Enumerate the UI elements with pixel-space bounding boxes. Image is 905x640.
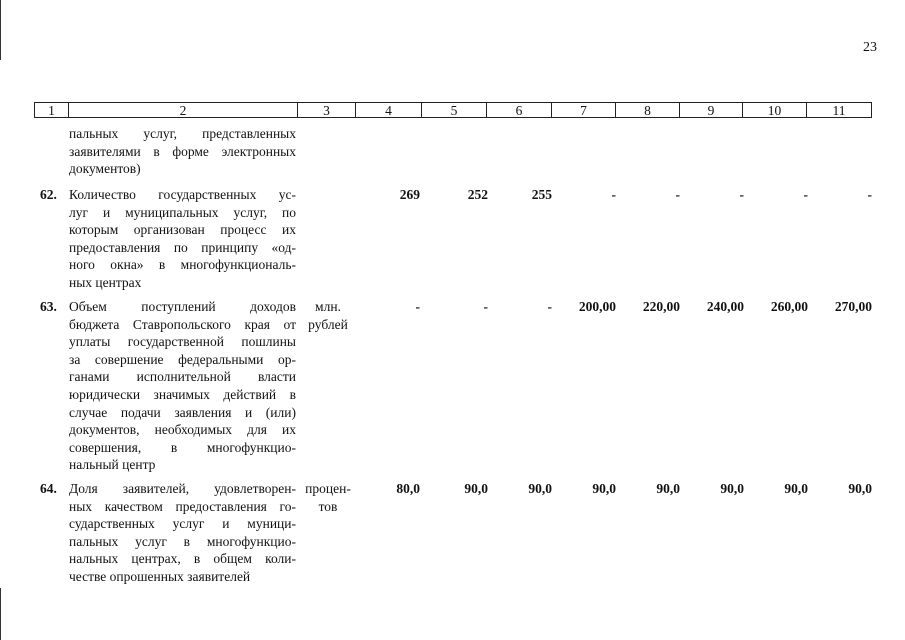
unit-line: процен- [305, 481, 351, 496]
unit-line: млн. [315, 299, 341, 314]
table-header-row [34, 102, 872, 118]
name-line: нальных центрах, в общем коли- [69, 551, 296, 567]
left-margin-rule [0, 588, 1, 640]
name-line: честве опрошенных заявителей [69, 568, 251, 584]
header-cell: 3 [297, 102, 355, 118]
header-cell: 10 [742, 102, 806, 118]
indicator-name [69, 125, 296, 178]
header-cell: 7 [551, 102, 615, 118]
value-cell: - [611, 187, 616, 202]
value-cell: 90,0 [720, 481, 744, 496]
value-cell: - [867, 187, 872, 202]
value-cell: 252 [467, 187, 488, 202]
name-line: которым организован процесс их [69, 222, 296, 238]
name-line: предоставления по принципу «од- [69, 239, 296, 255]
value-cell: - [739, 187, 744, 202]
value-cell: - [675, 187, 680, 202]
name-line: за совершение федеральными ор- [69, 351, 296, 367]
row-number: 62. [40, 187, 57, 202]
name-line: случае подачи заявления и (или) [69, 404, 296, 420]
name-line: юридически значимых действий в [69, 386, 296, 402]
name-line: Объем поступлений доходов [69, 299, 296, 314]
value-cell: 90,0 [528, 481, 552, 496]
name-line: пальных услуг в многофункцио- [69, 533, 296, 549]
value-cell: 90,0 [784, 481, 808, 496]
value-cell: 255 [531, 187, 552, 202]
name-line: ного окна» в многофункциональ- [69, 257, 296, 273]
indicator-name [69, 480, 296, 586]
header-cell: 5 [421, 102, 486, 118]
row-number: 64. [40, 481, 57, 496]
name-line: ганами исполнительной власти [69, 369, 296, 385]
value-cell: 270,00 [834, 299, 872, 314]
value-cell: 260,00 [770, 299, 808, 314]
unit-cell [300, 298, 356, 333]
value-cell: 269 [399, 187, 420, 202]
value-cell: 220,00 [642, 299, 680, 314]
value-cell: 90,0 [656, 481, 680, 496]
value-cell: - [415, 299, 420, 314]
name-line: пальных услуг, представленных [69, 126, 296, 141]
name-line: бюджета Ставропольского края от [69, 316, 296, 332]
header-cell: 2 [68, 102, 297, 118]
header-cell: 1 [34, 102, 68, 118]
left-margin-rule [0, 0, 1, 60]
value-cell: 90,0 [848, 481, 872, 496]
name-line: луг и муниципальных услуг, по [69, 204, 296, 220]
page-number: 23 [863, 40, 877, 55]
value-cell: 200,00 [578, 299, 616, 314]
value-cell: 240,00 [706, 299, 744, 314]
indicator-name [69, 298, 296, 474]
value-cell: - [483, 299, 488, 314]
row-number: 63. [40, 299, 57, 314]
value-cell: 90,0 [592, 481, 616, 496]
value-cell: - [547, 299, 552, 314]
indicator-name [69, 186, 296, 292]
name-line: ных центрах [69, 274, 142, 290]
value-cell: 90,0 [464, 481, 488, 496]
name-line: заявителями в форме электронных [69, 143, 296, 159]
name-line: документов) [69, 161, 141, 177]
value-cell: - [803, 187, 808, 202]
name-line: Доля заявителей, удовлетворен- [69, 481, 296, 496]
unit-line: тов [318, 498, 338, 514]
name-line: уплаты государственной пошлины [69, 334, 296, 350]
header-cell: 4 [355, 102, 421, 118]
name-line: совершения, в многофункцио- [69, 439, 296, 455]
header-cell: 9 [679, 102, 742, 118]
header-cell: 11 [806, 102, 872, 118]
header-cell: 6 [486, 102, 551, 118]
header-cell: 8 [615, 102, 679, 118]
name-line: документов, необходимых для их [69, 422, 296, 438]
value-cell: 80,0 [396, 481, 420, 496]
unit-line: рублей [308, 316, 348, 332]
name-line: Количество государственных ус- [69, 187, 296, 202]
name-line: нальный центр [69, 457, 156, 473]
name-line: ных качеством предоставления го- [69, 498, 296, 514]
unit-cell [300, 480, 356, 515]
name-line: сударственных услуг и муници- [69, 516, 296, 532]
